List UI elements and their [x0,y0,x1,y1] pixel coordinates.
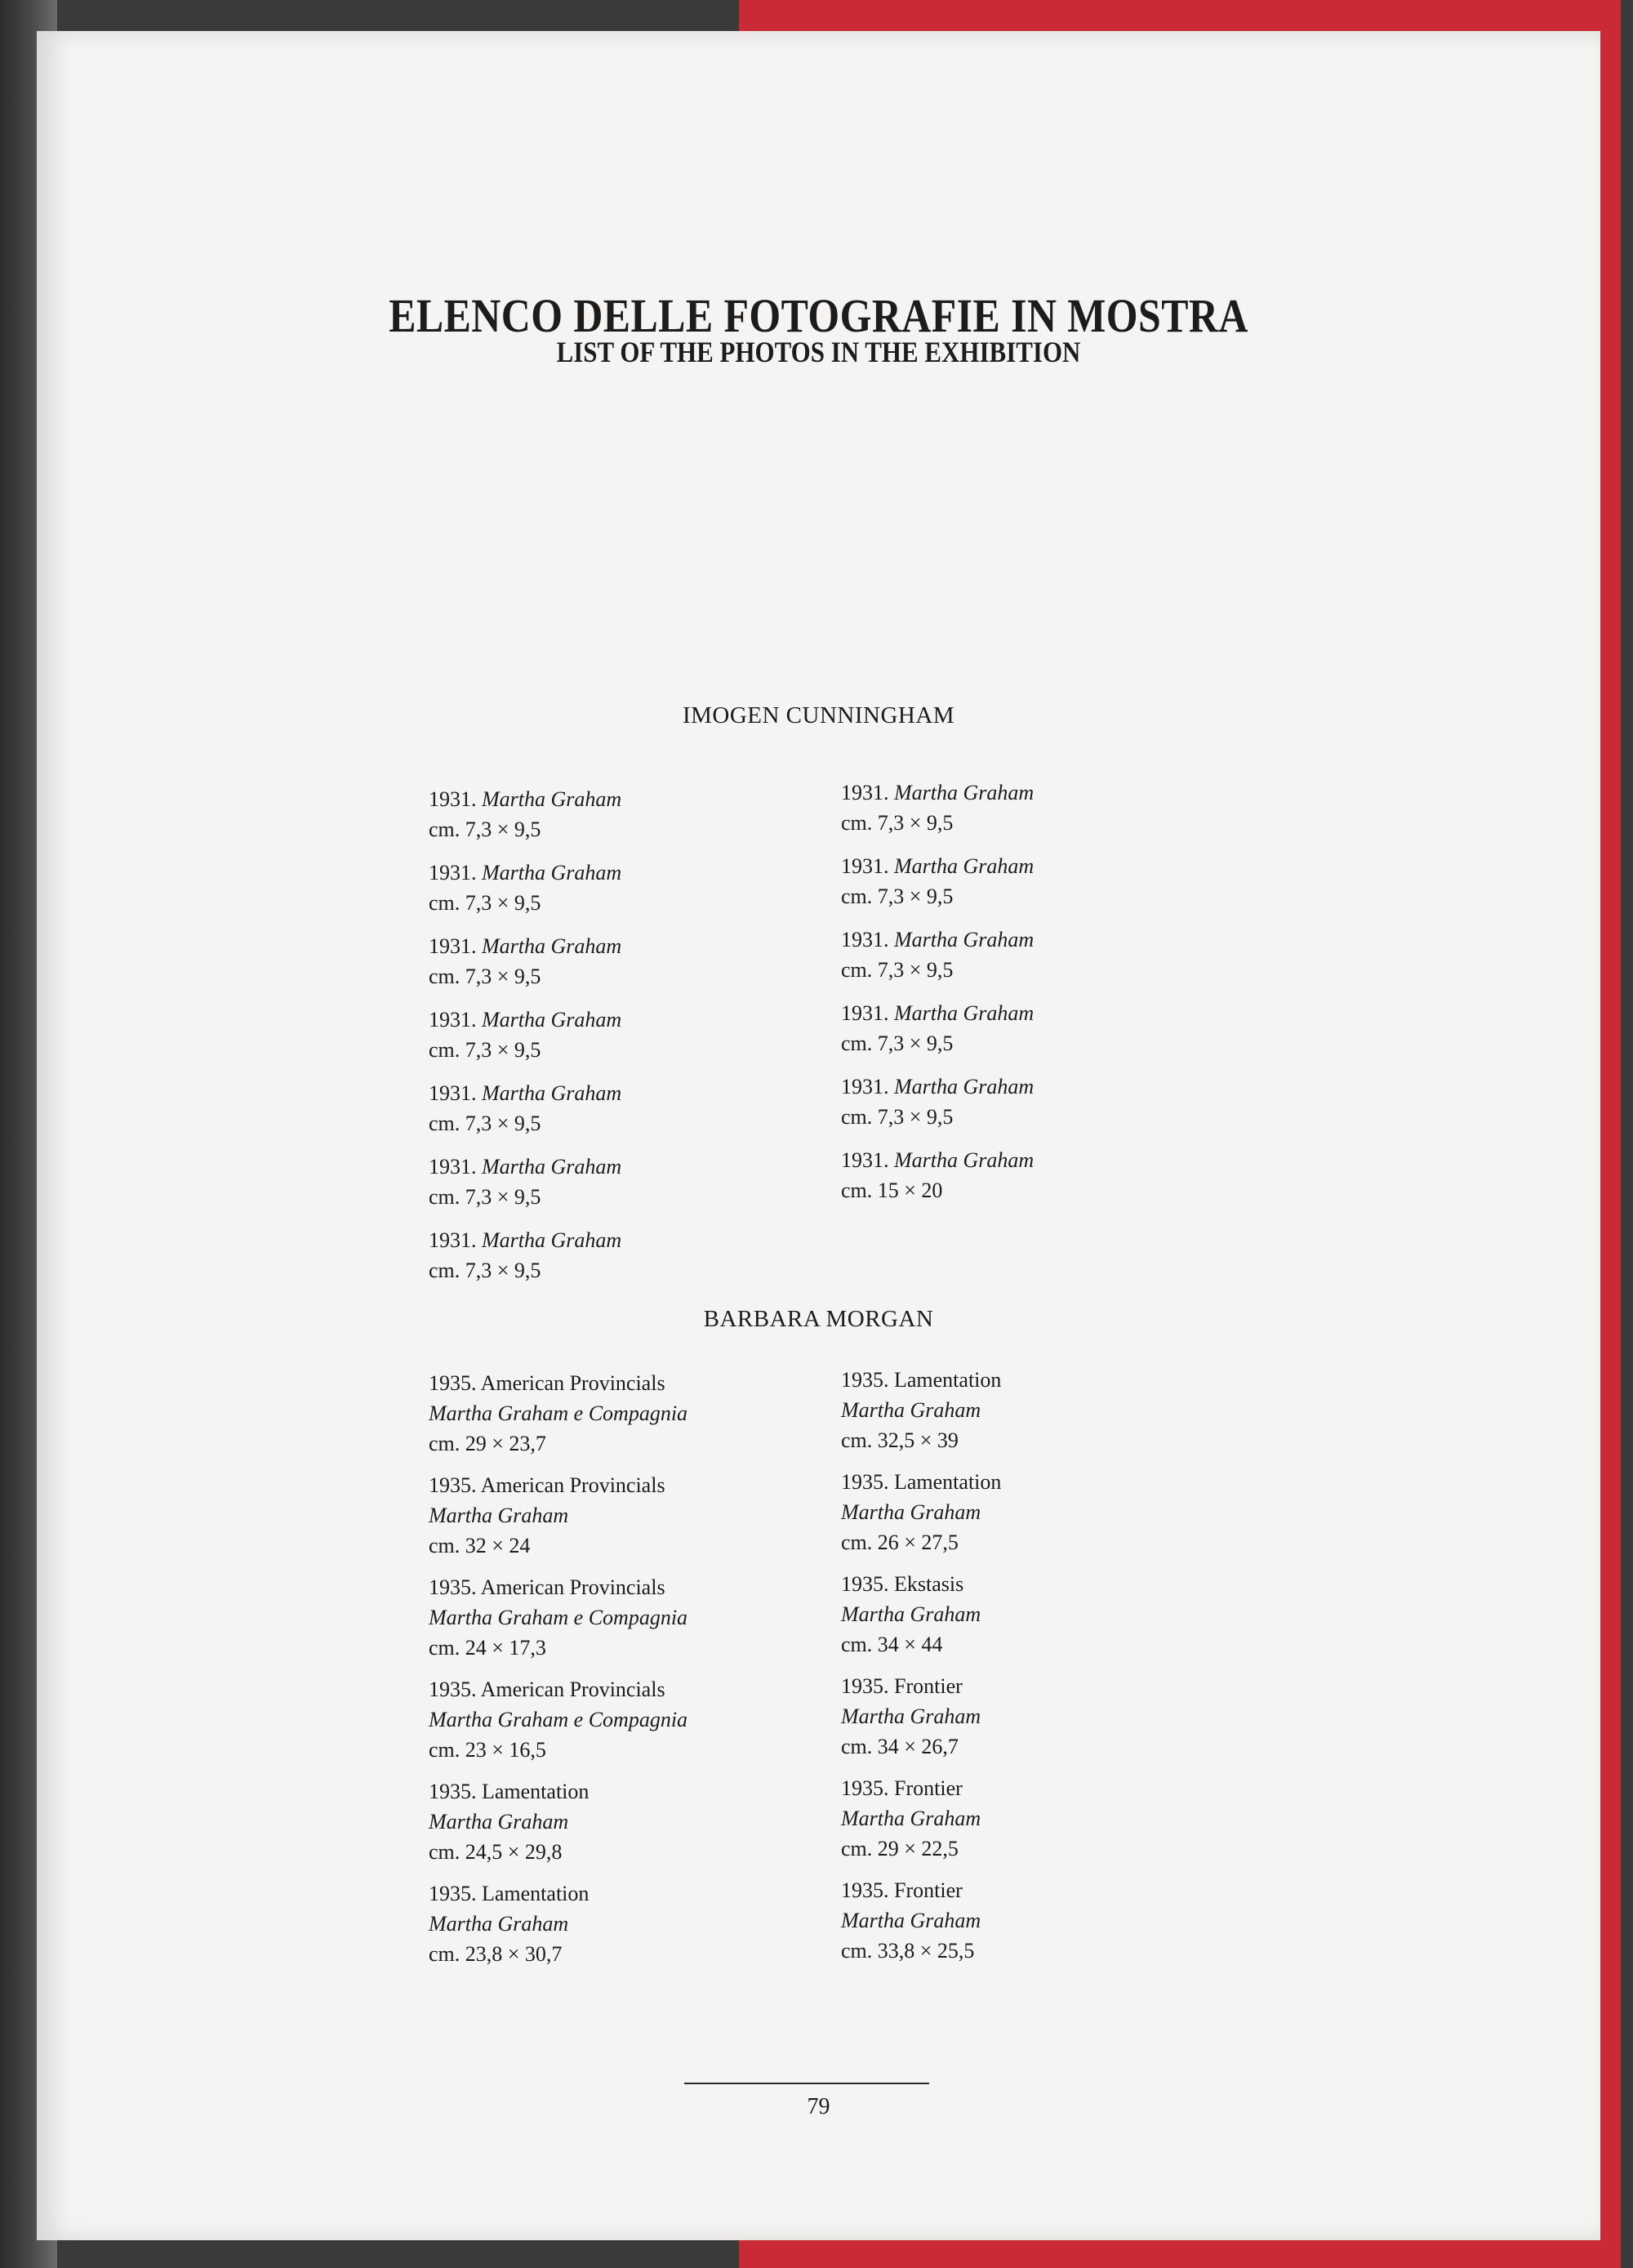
entry-work: Lamentation [894,1368,1002,1392]
entry-subject: Martha Graham [841,1500,981,1524]
footer-rule [684,2083,929,2084]
entry-subject: Martha Graham [429,1504,569,1527]
entry-size: cm. 24,5 × 29,8 [429,1840,563,1864]
entry-year: 1935. [429,1575,477,1599]
entry-subject: Martha Graham [429,1810,569,1834]
list-item [429,1152,821,1225]
entry-subject: Martha Graham [841,1398,981,1422]
list-item [841,1145,1233,1219]
list-item [429,1368,821,1470]
entry-work: Frontier [894,1776,963,1800]
list-item [429,1878,821,1981]
list-item [429,1005,821,1078]
entry-subject: Martha Graham [841,1909,981,1932]
entry-title: Martha Graham [482,1228,622,1252]
entry-size: cm. 7,3 × 9,5 [429,818,541,841]
entry-year: 1935. [841,1776,889,1800]
entry-year: 1935. [429,1882,477,1905]
page-title: ELENCO DELLE FOTOGRAFIE IN MOSTRA [389,289,1248,342]
entry-title: Martha Graham [482,1155,622,1179]
entry-year: 1935. [841,1572,889,1596]
entry-size: cm. 7,3 × 9,5 [429,1038,541,1062]
entry-size: cm. 32 × 24 [429,1534,531,1557]
list-item [841,1365,1233,1467]
entry-size: cm. 7,3 × 9,5 [429,1185,541,1209]
entry-year: 1935. [841,1368,889,1392]
entry-title: Martha Graham [894,928,1035,951]
list-item [841,1773,1233,1875]
entry-title: Martha Graham [482,934,622,958]
entry-work: Lamentation [894,1470,1002,1494]
entry-year: 1931. [841,854,889,878]
entry-year: 1931. [429,1228,477,1252]
entry-size: cm. 34 × 26,7 [841,1735,959,1758]
entry-title: Martha Graham [894,1001,1035,1025]
entry-title: Martha Graham [894,1148,1035,1172]
entry-work: Ekstasis [894,1572,964,1596]
entry-size: cm. 7,3 × 9,5 [429,965,541,988]
entry-year: 1931. [429,1008,477,1032]
entry-subject: Martha Graham e Compagnia [429,1708,688,1731]
section-heading-morgan: BARBARA MORGAN [703,1306,934,1332]
entry-work: American Provincials [480,1371,665,1395]
entry-year: 1935. [841,1470,889,1494]
morgan-left-column [429,1368,821,1981]
list-item [841,1569,1233,1671]
entry-year: 1935. [841,1878,889,1902]
list-item [429,1225,821,1299]
entry-year: 1935. [841,1674,889,1698]
list-item [841,925,1233,998]
cunningham-right-column [841,778,1233,1219]
list-item [429,1078,821,1152]
page-subtitle: LIST OF THE PHOTOS IN THE EXHIBITION [556,336,1081,368]
page [37,31,1600,2240]
entry-work: American Provincials [480,1473,665,1497]
entry-work: American Provincials [480,1575,665,1599]
entry-year: 1931. [841,1001,889,1025]
list-item [429,1470,821,1572]
entry-size: cm. 34 × 44 [841,1633,943,1656]
entry-subject: Martha Graham [841,1602,981,1626]
entry-size: cm. 33,8 × 25,5 [841,1939,975,1963]
entry-year: 1935. [429,1780,477,1803]
entry-size: cm. 23,8 × 30,7 [429,1942,563,1966]
entry-work: Frontier [894,1878,963,1902]
list-item [841,998,1233,1072]
list-item [429,858,821,931]
list-item [429,1776,821,1878]
entry-year: 1931. [429,934,477,958]
entry-size: cm. 15 × 20 [841,1179,943,1202]
entry-year: 1931. [841,928,889,951]
entry-size: cm. 7,3 × 9,5 [429,1112,541,1135]
entry-year: 1931. [429,787,477,811]
entry-work: Lamentation [482,1882,590,1905]
entry-size: cm. 7,3 × 9,5 [429,1259,541,1282]
entry-subject: Martha Graham [841,1704,981,1728]
entry-title: Martha Graham [894,1075,1035,1098]
cunningham-left-column [429,784,821,1299]
list-item [429,1572,821,1674]
entry-title: Martha Graham [482,1081,622,1105]
list-item [429,784,821,858]
list-item [841,1671,1233,1773]
entry-size: cm. 7,3 × 9,5 [429,891,541,915]
entry-size: cm. 32,5 × 39 [841,1428,959,1452]
entry-title: Martha Graham [482,1008,622,1032]
entry-year: 1931. [429,1081,477,1105]
entry-size: cm. 29 × 22,5 [841,1837,959,1860]
morgan-right-column [841,1365,1233,1977]
list-item [841,1467,1233,1569]
section-heading-cunningham: IMOGEN CUNNINGHAM [682,702,955,729]
entry-year: 1931. [841,1148,889,1172]
entry-title: Martha Graham [894,854,1035,878]
list-item [429,1674,821,1776]
list-item [841,1875,1233,1977]
entry-year: 1931. [841,781,889,804]
entry-year: 1931. [841,1075,889,1098]
entry-title: Martha Graham [482,787,622,811]
list-item [429,931,821,1005]
entry-size: cm. 7,3 × 9,5 [841,1032,954,1055]
entry-size: cm. 7,3 × 9,5 [841,1105,954,1129]
list-item [841,1072,1233,1145]
entry-work: Frontier [894,1674,963,1698]
page-number: 79 [807,2094,830,2119]
entry-size: cm. 23 × 16,5 [429,1738,546,1762]
entry-size: cm. 7,3 × 9,5 [841,958,954,982]
entry-size: cm. 7,3 × 9,5 [841,811,954,835]
entry-year: 1931. [429,1155,477,1179]
entry-title: Martha Graham [482,861,622,884]
entry-subject: Martha Graham [429,1912,569,1936]
entry-title: Martha Graham [894,781,1035,804]
entry-year: 1935. [429,1371,477,1395]
entry-work: Lamentation [482,1780,590,1803]
entry-year: 1935. [429,1473,477,1497]
entry-subject: Martha Graham e Compagnia [429,1606,688,1629]
entry-subject: Martha Graham [841,1807,981,1830]
list-item [841,851,1233,925]
entry-year: 1931. [429,861,477,884]
entry-size: cm. 26 × 27,5 [841,1531,959,1554]
entry-size: cm. 24 × 17,3 [429,1636,546,1660]
list-item [841,778,1233,851]
entry-size: cm. 29 × 23,7 [429,1432,546,1455]
entry-year: 1935. [429,1678,477,1701]
entry-subject: Martha Graham e Compagnia [429,1401,688,1425]
entry-work: American Provincials [480,1678,665,1701]
entry-size: cm. 7,3 × 9,5 [841,884,954,908]
